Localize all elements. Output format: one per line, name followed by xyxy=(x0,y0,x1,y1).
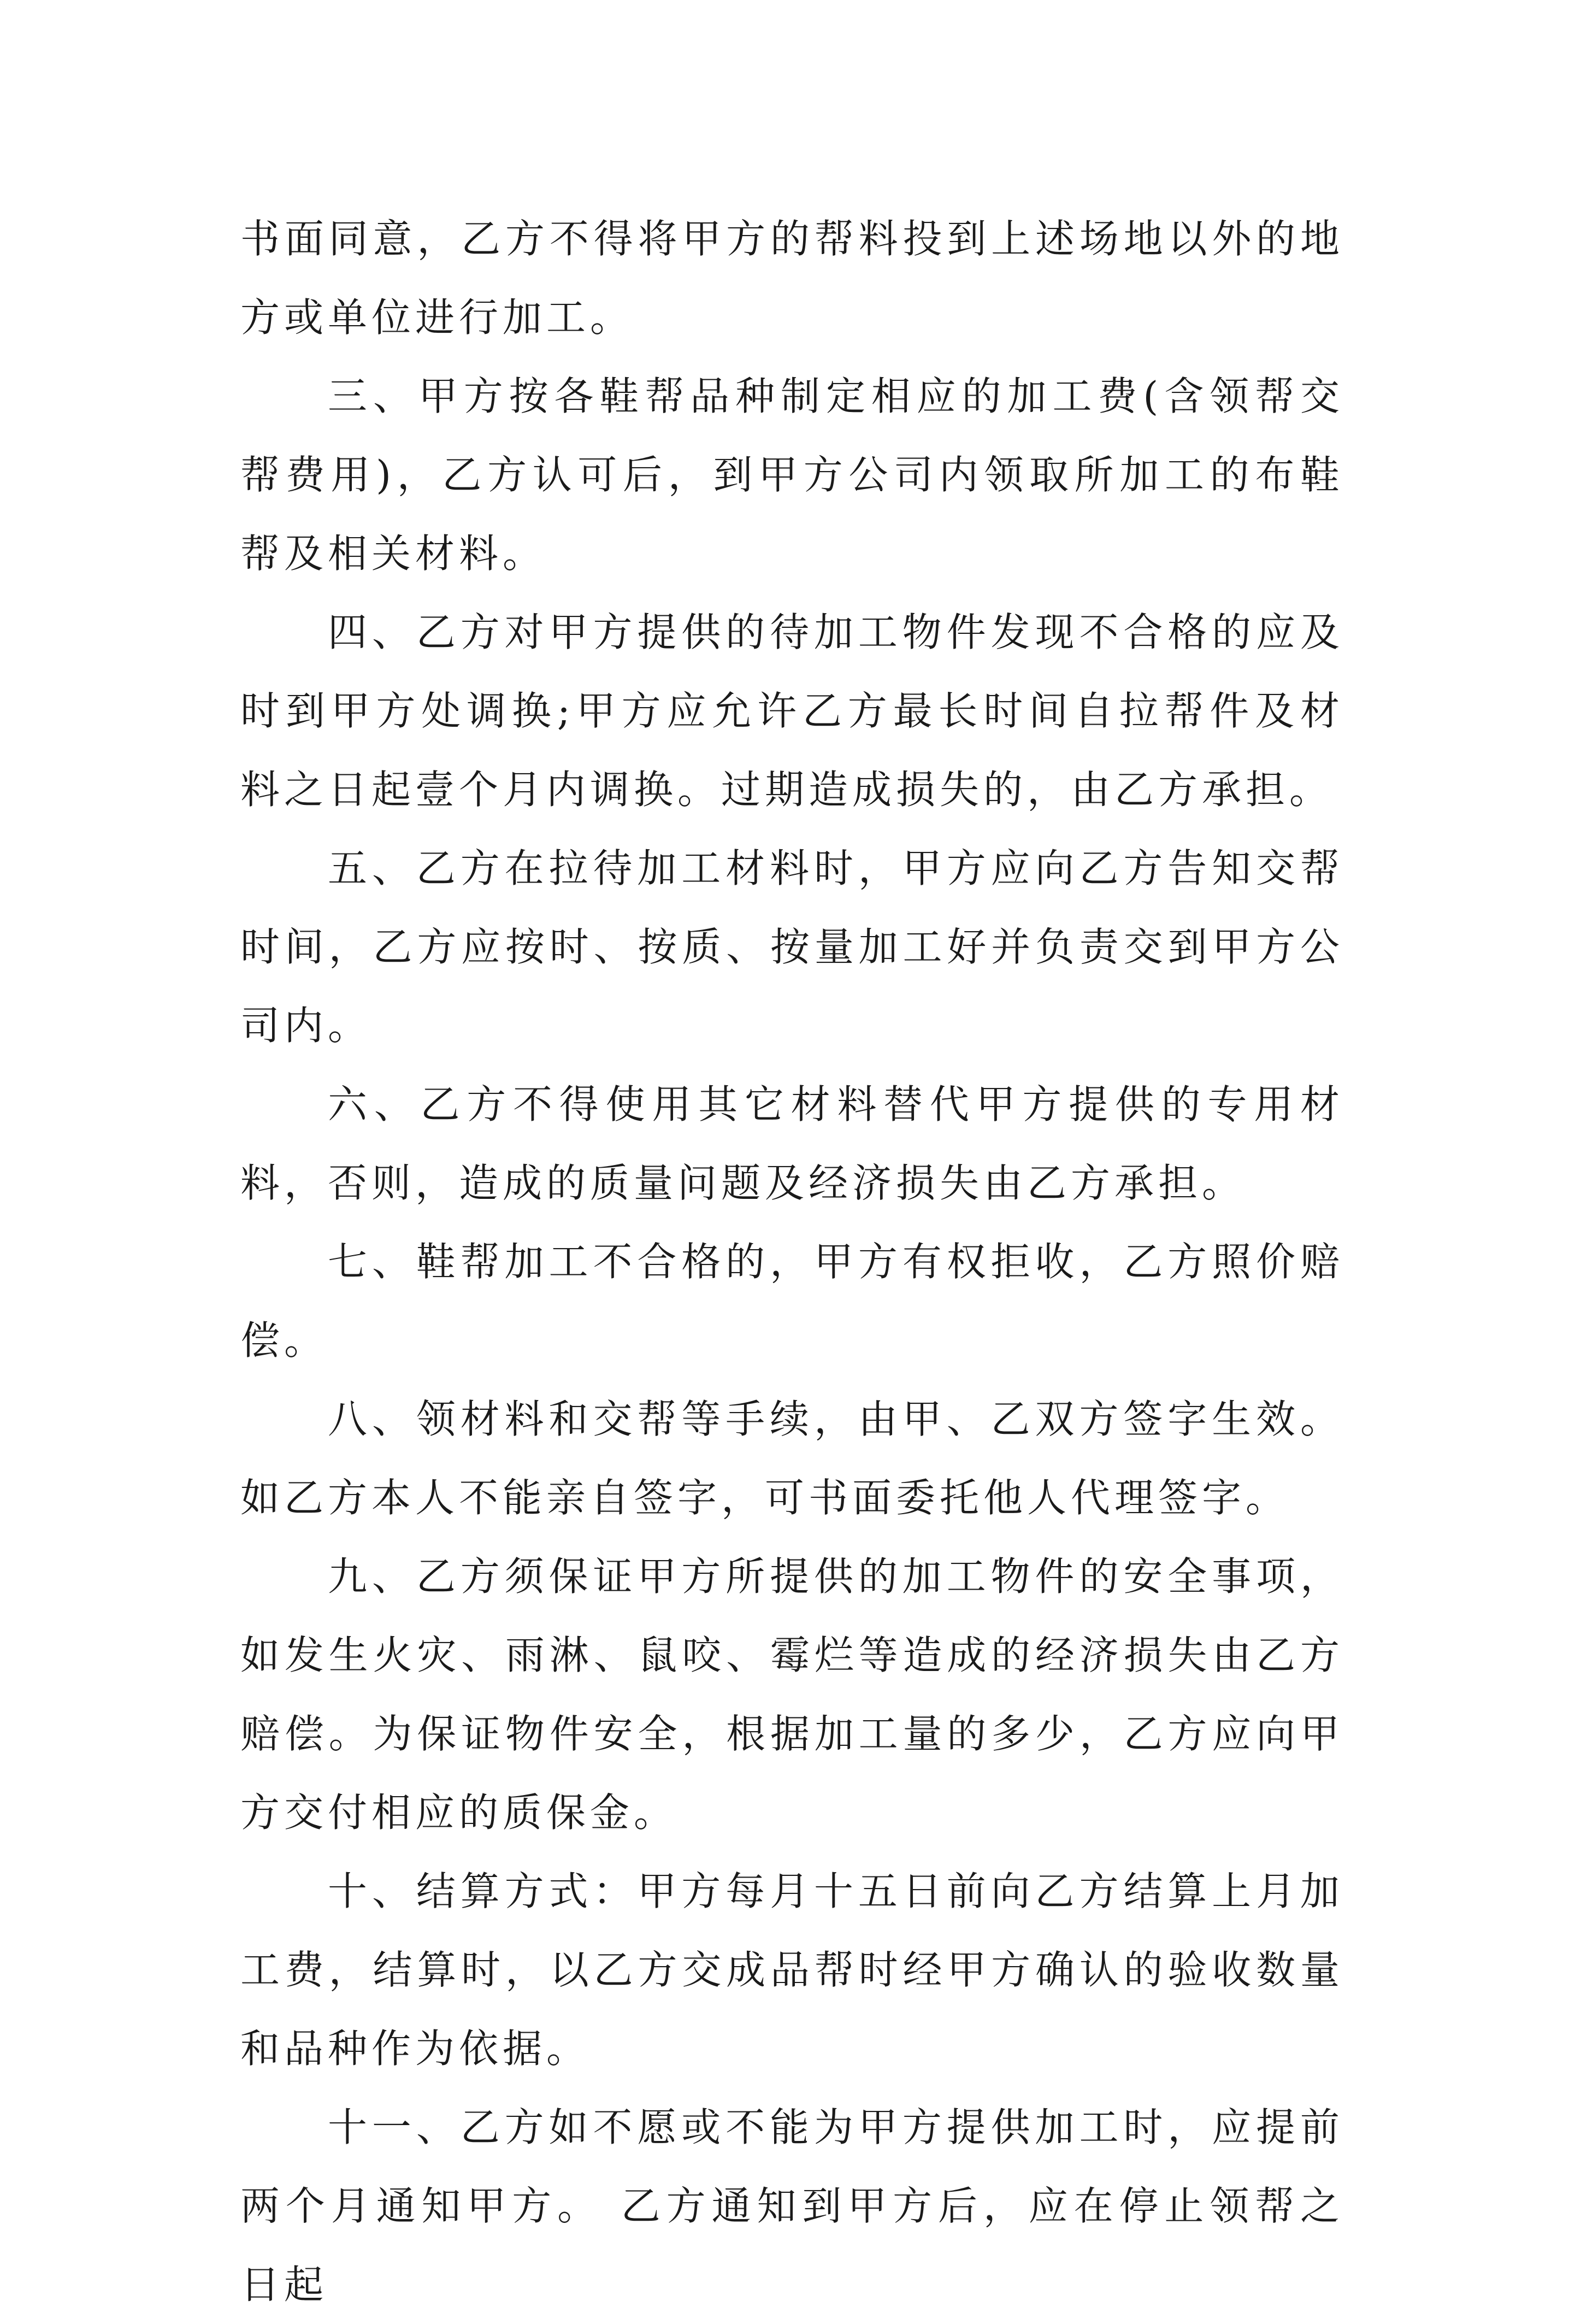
paragraph-continuation: 书面同意，乙方不得将甲方的帮料投到上述场地以外的地方或单位进行加工。 xyxy=(240,216,1344,340)
paragraph-clause-5: 五、乙方在拉待加工材料时，甲方应向乙方告知交帮时间，乙方应按时、按质、按量加工好并负责交到甲方公司内。 xyxy=(240,845,1344,1049)
paragraph-clause-4: 四、乙方对甲方提供的待加工物件发现不合格的应及时到甲方处调换;甲方应允许乙方最长时间自拉帮件及材料之日起壹个月内调换。过期造成损失的，由乙方承担。 xyxy=(240,609,1344,813)
paragraph-clause-6: 六、乙方不得使用其它材料替代甲方提供的专用材料，否则，造成的质量问题及经济损失由乙方承担。 xyxy=(240,1081,1344,1206)
paragraph-clause-7: 七、鞋帮加工不合格的，甲方有权拒收，乙方照价赔偿。 xyxy=(240,1239,1344,1363)
paragraph-clause-8: 八、领材料和交帮等手续，由甲、乙双方签字生效。如乙方本人不能亲自签字，可书面委托他人代理签字。 xyxy=(240,1396,1344,1521)
paragraph-clause-10: 十、结算方式：甲方每月十五日前向乙方结算上月加工费，结算时，以乙方交成品帮时经甲方确认的验收数量和品种作为依据。 xyxy=(240,1868,1344,2072)
paragraph-clause-11: 十一、乙方如不愿或不能为甲方提供加工时，应提前两个月通知甲方。 乙方通知到甲方后，应在停止领帮之日起 xyxy=(240,2104,1344,2308)
contract-body xyxy=(240,199,1344,2324)
paragraph-clause-3: 三、甲方按各鞋帮品种制定相应的加工费(含领帮交帮费用)，乙方认可后，到甲方公司内领取所加工的布鞋帮及相关材料。 xyxy=(240,373,1344,576)
paragraph-clause-9: 九、乙方须保证甲方所提供的加工物件的安全事项，如发生火灾、雨淋、鼠咬、霉烂等造成的经济损失由乙方赔偿。为保证物件安全，根据加工量的多少，乙方应向甲方交付相应的质保金。 xyxy=(240,1554,1344,1835)
